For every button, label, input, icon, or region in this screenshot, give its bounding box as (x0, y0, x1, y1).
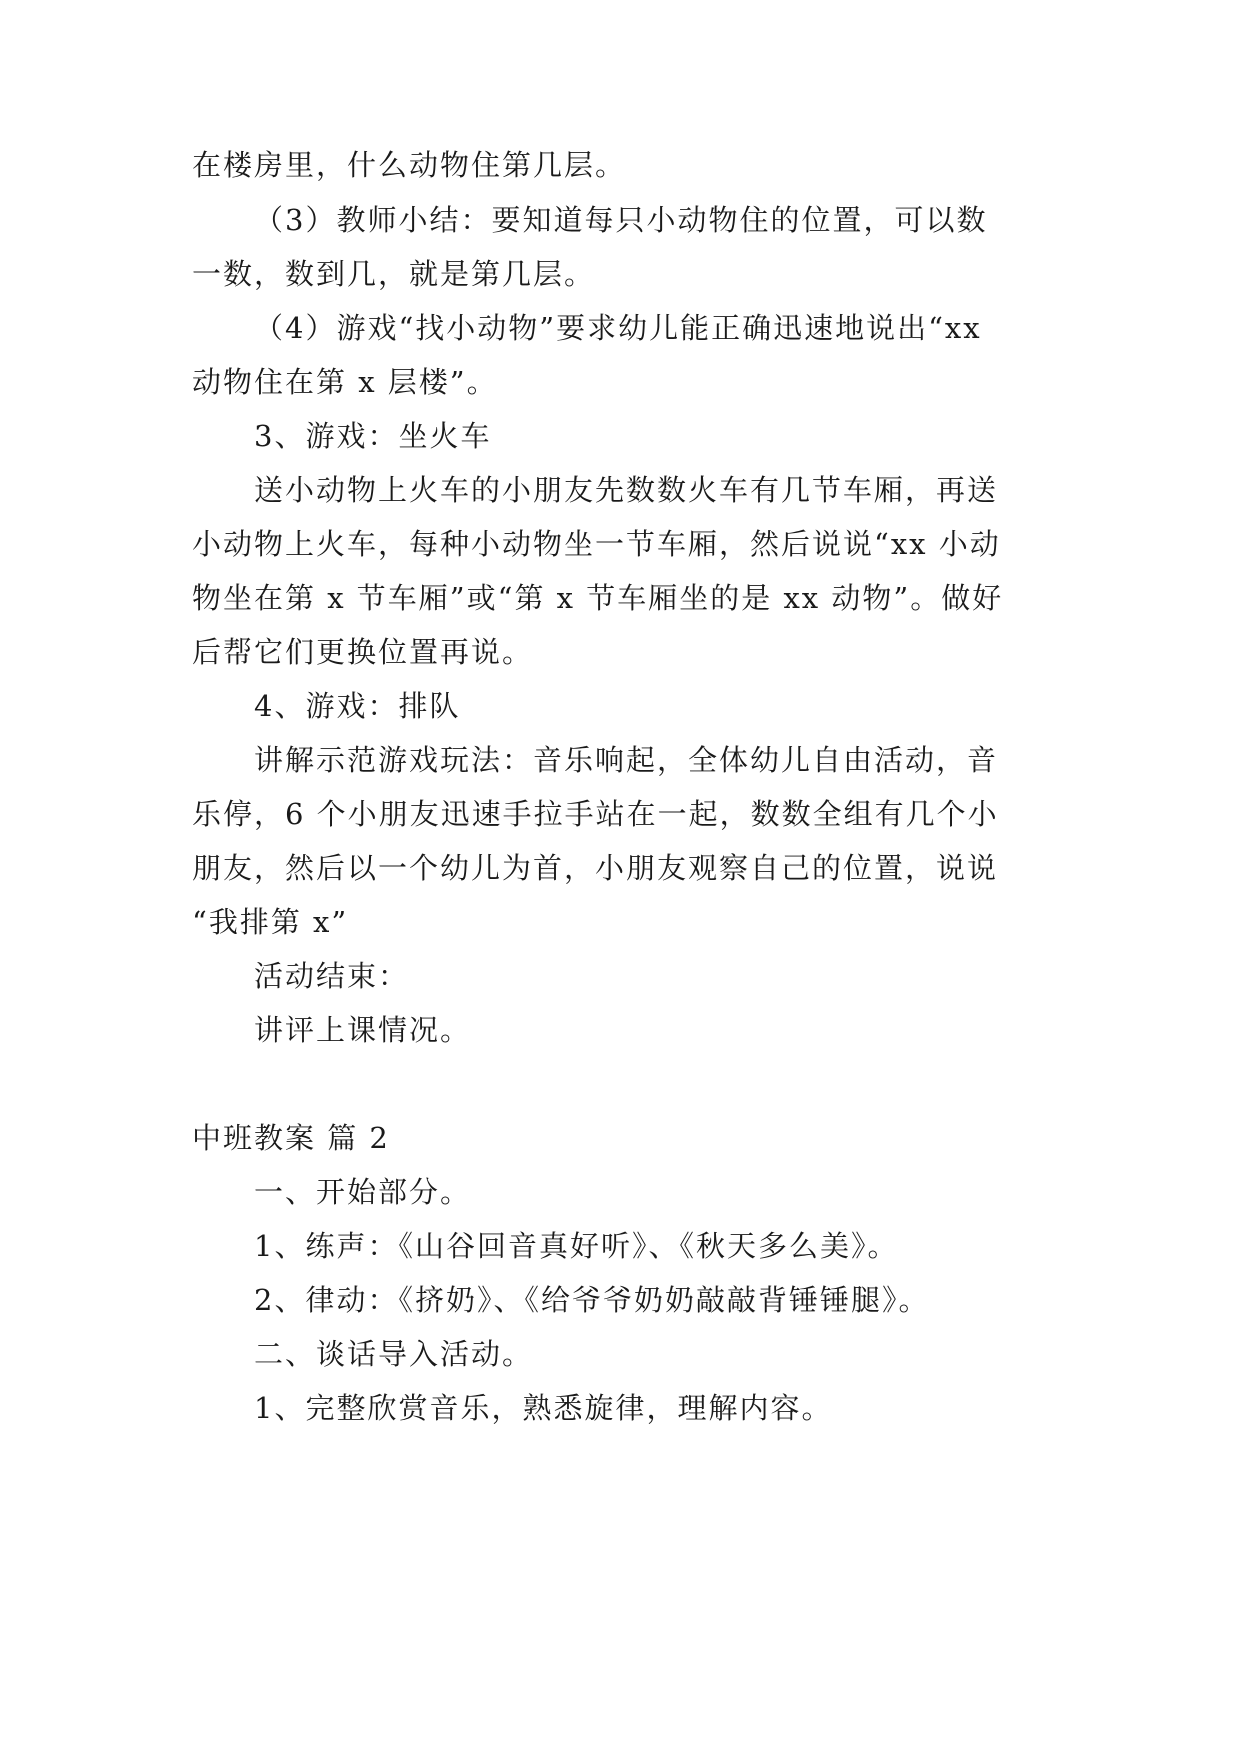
list-item: 1、完整欣赏音乐，熟悉旋律，理解内容。 (254, 1391, 833, 1425)
list-item: 2、律动：《挤奶》、《给爷爷奶奶敲敲背锤锤腿》。 (254, 1283, 930, 1317)
paragraph-line: 在楼房里，什么动物住第几层。 (192, 148, 627, 182)
paragraph-line: 讲解示范游戏玩法：音乐响起，全体幼儿自由活动，音 (254, 743, 999, 777)
paragraph-line: （4）游戏“找小动物”要求幼儿能正确迅速地说出“xx (254, 311, 982, 345)
section-heading: 活动结束： (254, 959, 410, 993)
paragraph-line: 后帮它们更换位置再说。 (192, 635, 534, 669)
paragraph-line: （3）教师小结：要知道每只小动物住的位置，可以数 (254, 203, 988, 237)
paragraph-line: 小动物上火车，每种小动物坐一节车厢，然后说说“xx 小动 (192, 527, 1001, 561)
paragraph-line: 乐停，6 个小朋友迅速手拉手站在一起，数数全组有几个小 (192, 797, 999, 831)
section-heading: 二、谈话导入活动。 (254, 1337, 534, 1371)
paragraph-line: 一数，数到几，就是第几层。 (192, 257, 596, 291)
paragraph-line: “我排第 x” (192, 905, 349, 939)
section-heading: 4、游戏：排队 (254, 689, 461, 723)
section-heading: 一、开始部分。 (254, 1175, 472, 1209)
paragraph-line: 动物住在第 x 层楼”。 (192, 365, 498, 399)
paragraph-line: 送小动物上火车的小朋友先数数火车有几节车厢，再送 (254, 473, 999, 507)
paragraph-line: 讲评上课情况。 (254, 1013, 472, 1047)
paragraph-line: 朋友，然后以一个幼儿为首，小朋友观察自己的位置，说说 (192, 851, 999, 885)
page-title: 中班教案 篇 2 (192, 1121, 390, 1155)
paragraph-line: 物坐在第 x 节车厢”或“第 x 节车厢坐的是 xx 动物”。做好 (192, 581, 1004, 615)
section-heading: 3、游戏：坐火车 (254, 419, 492, 453)
list-item: 1、练声：《山谷回音真好听》、《秋天多么美》。 (254, 1229, 899, 1263)
